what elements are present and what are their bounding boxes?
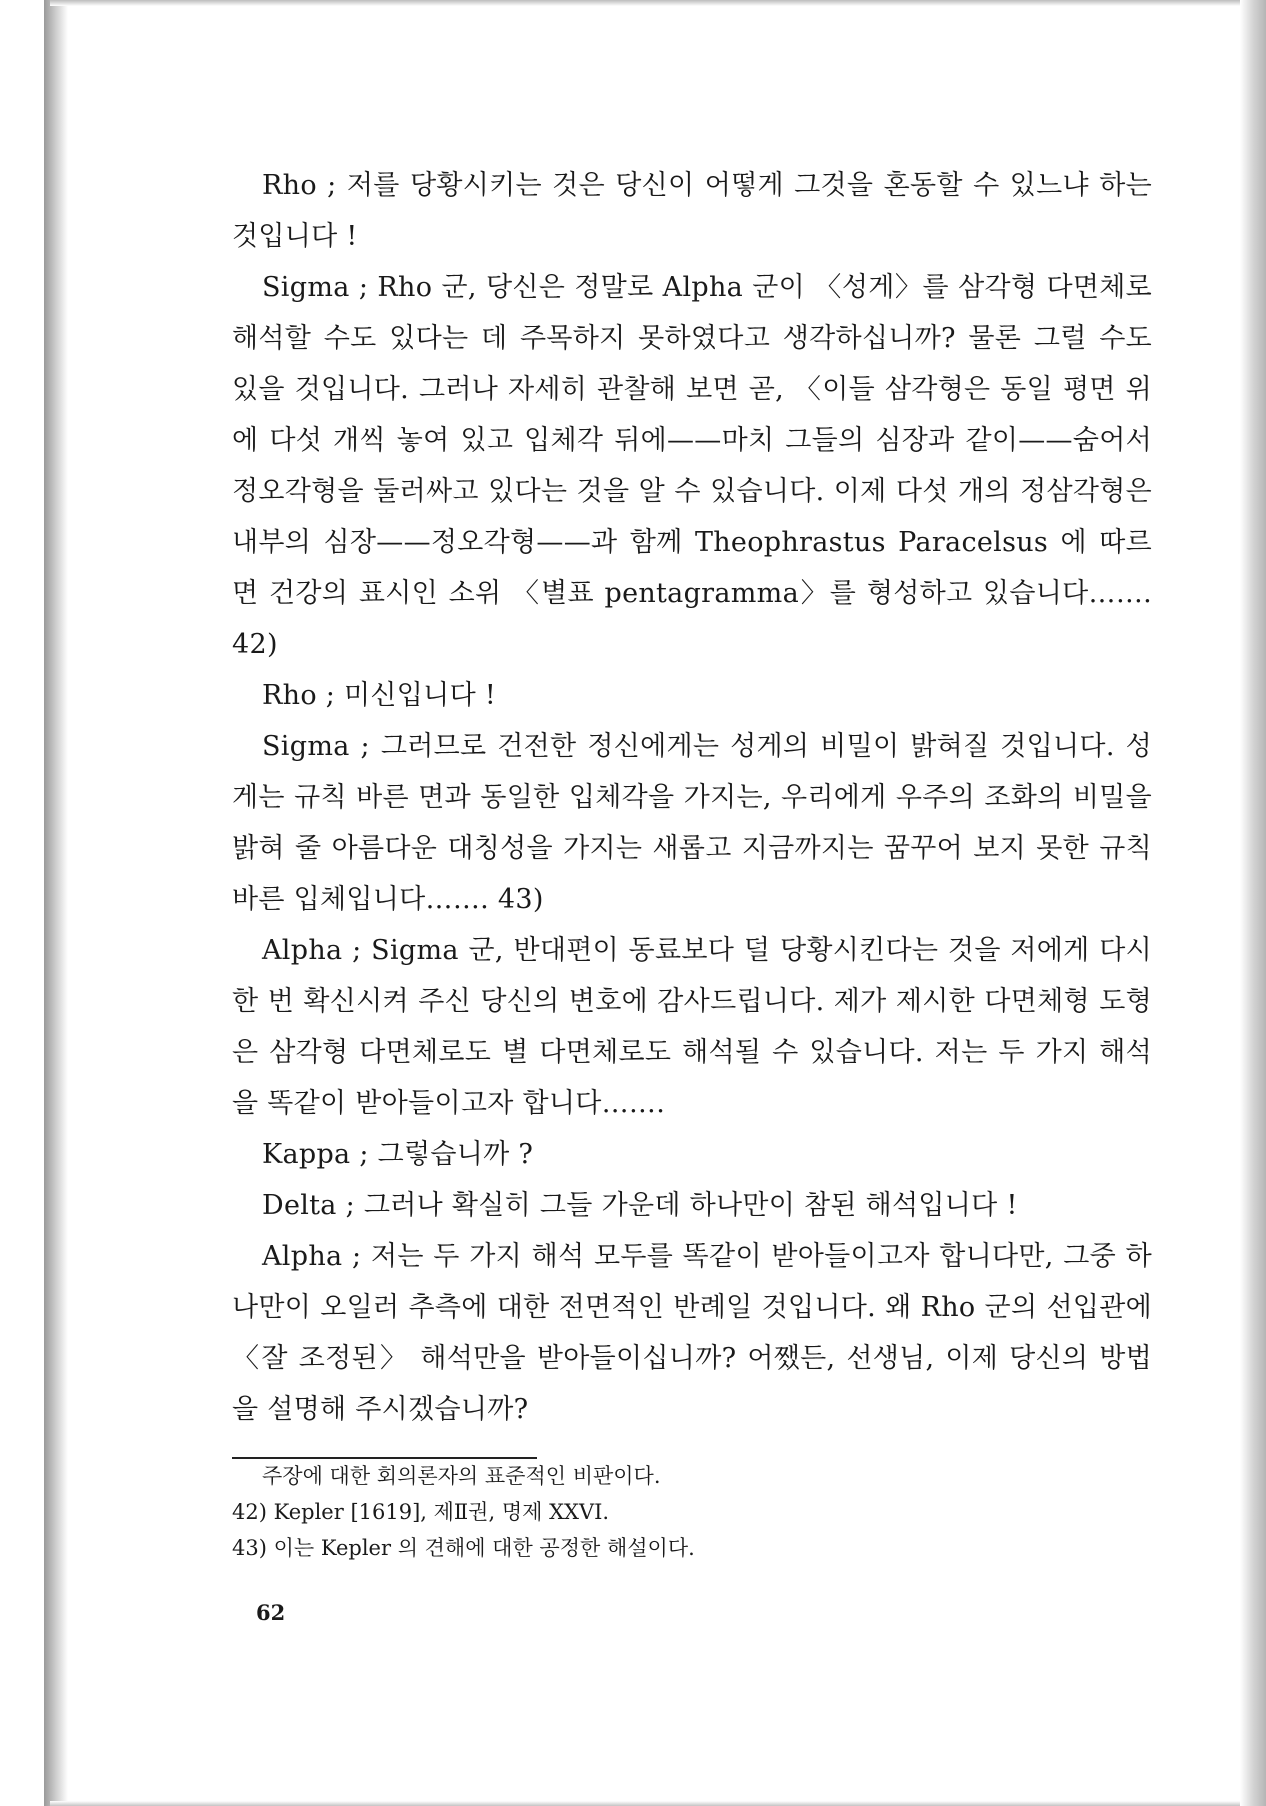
paragraph-sigma-2: Sigma ; 그러므로 건전한 정신에게는 성게의 비밀이 밝혀질 것입니다. 성게는 규칙 바른 면과 동일한 입체각을 가지는, 우리에게 우주의 조화의 비밀을 밝혀 줄 아름다운 대칭성을 가지는 새롭고 지금까지는 꿈꾸어 보지 못한 규칙 바른 입체입니다……. 43): [232, 731, 1152, 915]
paragraph-delta: Delta ; 그러나 확실히 그들 가운데 하나만이 참된 해석입니다 !: [262, 1190, 1018, 1221]
footnote-42: 42) Kepler [1619], 제Ⅱ권, 명제 XXVI.: [232, 1500, 610, 1524]
paragraph-sigma-1: Sigma ; Rho 군, 당신은 정말로 Alpha 군이 〈성게〉를 삼각형 다면체로 해석할 수도 있다는 데 주목하지 못하였다고 생각하십니까? 물론 그럴 수도 있을 것입니다. 그러나 자세히 관찰해 보면 곧, 〈이들 삼각형은 동일 평면 위에 다섯 개씩 놓여 있고 입체각 뒤에——마치 그들의 심장과 같이——숨어서 정오각형을 둘러싸고 있다는 것을 알 수 있습니다. 이제 다섯 개의 정삼각형은 내부의 심장——정오각형——과 함께 Theophrastus Paracelsus 에 따르면 건강의 표시인 소위 〈별표 pentagramma〉를 형성하고 있습니다……. 42): [232, 272, 1152, 660]
footnote-continued: 주장에 대한 회의론자의 표준적인 비판이다.: [262, 1464, 661, 1488]
paragraph-kappa: Kappa ; 그렇습니까 ?: [262, 1139, 534, 1170]
page-bottom-edge: [50, 1801, 1240, 1806]
page-top-edge: [50, 0, 1240, 6]
page-left-edge: [44, 0, 68, 1806]
paragraph-alpha-1: Alpha ; Sigma 군, 반대편이 동료보다 덜 당황시킨다는 것을 저에게 다시 한 번 확신시켜 주신 당신의 변호에 감사드립니다. 제가 제시한 다면체형 도형은 삼각형 다면체로도 별 다면체로도 해석될 수 있습니다. 저는 두 가지 해석을 똑같이 받아들이고자 합니다…….: [232, 935, 1152, 1119]
paragraph-rho-1: Rho ; 저를 당황시키는 것은 당신이 어떻게 그것을 혼동할 수 있느냐 하는 것입니다 !: [232, 170, 1152, 252]
footnote-43: 43) 이는 Kepler 의 견해에 대한 공정한 해설이다.: [232, 1536, 695, 1560]
paragraph-rho-2: Rho ; 미신입니다 !: [262, 680, 496, 711]
body-text: [232, 160, 1152, 1435]
page-right-edge: [1240, 0, 1266, 1806]
footnotes: [232, 1458, 1032, 1566]
paragraph-alpha-2: Alpha ; 저는 두 가지 해석 모두를 똑같이 받아들이고자 합니다만, 그중 하나만이 오일러 추측에 대한 전면적인 반례일 것입니다. 왜 Rho 군의 선입관에 〈잘 조정된〉 해석만을 받아들이십니까? 어쨌든, 선생님, 이제 당신의 방법을 설명해 주시겠습니까?: [232, 1241, 1152, 1425]
page-number: 62: [256, 1600, 286, 1625]
